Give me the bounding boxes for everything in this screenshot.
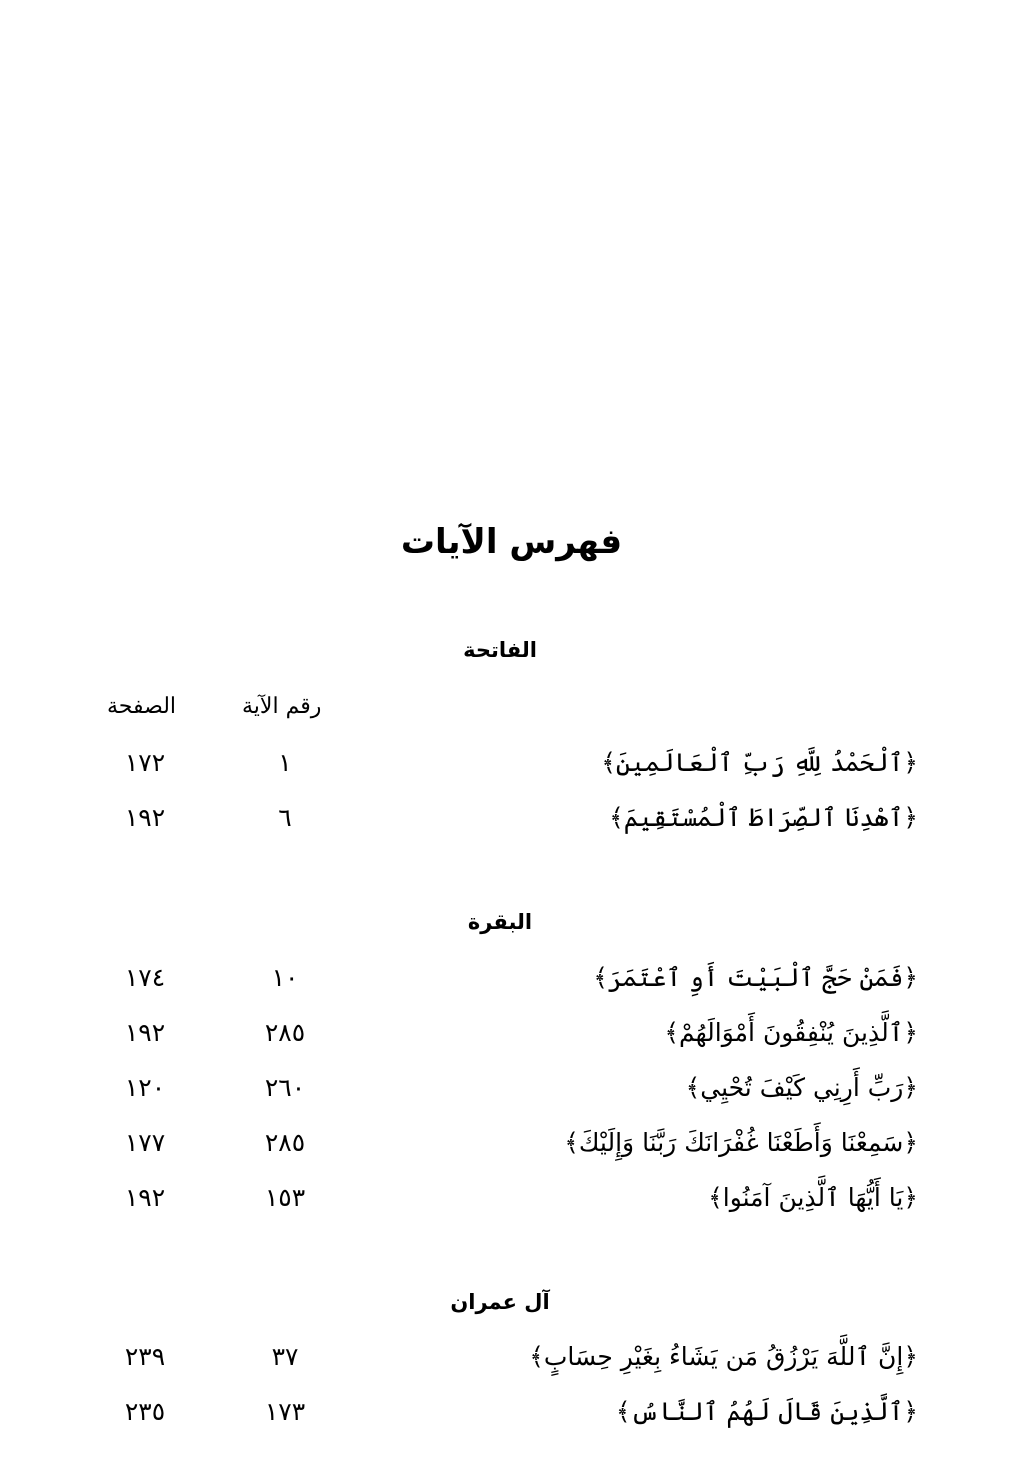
index-row: [0, 1342, 1023, 1382]
surah-heading-al-imran: آل عمران: [450, 1290, 550, 1314]
page-title: فهرس الآيات: [400, 522, 623, 562]
index-row: [0, 803, 1023, 843]
ayah-number: ٦: [278, 803, 292, 832]
verse-text: ﴿ٱلَّذِينَ يُنْفِقُونَ أَمْوَالَهُمْ﴾: [664, 1018, 918, 1047]
ayah-number: ٢٨٥: [264, 1128, 306, 1157]
verse-text: ﴿إِنَّ ٱللَّهَ يَرْزُقُ مَن يَشَاءُ بِغَيْرِ حِسَابٍ﴾: [529, 1342, 918, 1371]
verse-text: ﴿رَبِّ أَرِنِي كَيْفَ تُحْيِي﴾: [685, 1073, 918, 1102]
verse-text: ﴿يَا أَيُّهَا ٱلَّذِينَ آمَنُوا﴾: [708, 1183, 918, 1212]
index-row: [0, 1073, 1023, 1113]
verse-text: ﴿فَمَنْ حَجَّ ٱلْبَيْتَ أَوِ ٱعْتَمَرَ﴾: [593, 963, 918, 992]
page-number: ١٩٢: [124, 1183, 166, 1212]
page-number: ١٧٢: [124, 748, 166, 777]
index-row: [0, 1128, 1023, 1168]
verse-text: ﴿ٱلْحَمْدُ لِلَّهِ رَبِّ ٱلْعَالَمِينَ﴾: [601, 748, 918, 777]
ayah-number: ١٠: [271, 963, 299, 992]
ayah-number: ١٧٣: [264, 1397, 306, 1426]
index-row: [0, 1183, 1023, 1223]
ayah-number: ٢٦٠: [264, 1073, 306, 1102]
ayah-number: ١٥٣: [264, 1183, 306, 1212]
page-number: ١٩٢: [124, 1018, 166, 1047]
verse-text: ﴿ٱلَّذِينَ قَالَ لَهُمُ ٱلنَّاسُ﴾: [615, 1397, 918, 1426]
column-header-page: الصفحة: [107, 694, 177, 719]
verse-text: ﴿ٱهْدِنَا ٱلصِّرَاطَ ٱلْمُسْتَقِيمَ﴾: [609, 803, 918, 832]
ayah-number: ٣٧: [271, 1342, 299, 1371]
index-row: [0, 1018, 1023, 1058]
index-row: [0, 963, 1023, 1003]
page-number: ١٩٢: [124, 803, 166, 832]
page-number: ١٧٤: [124, 963, 166, 992]
page-number: ١٧٧: [124, 1128, 166, 1157]
ayah-number: ١: [278, 748, 292, 777]
column-header-ayah-number: رقم الآية: [242, 694, 322, 719]
verse-text: ﴿سَمِعْنَا وَأَطَعْنَا غُفْرَانَكَ رَبَّنَا وَإِلَيْكَ﴾: [564, 1128, 918, 1157]
page-number: ١٢٠: [124, 1073, 166, 1102]
index-row: [0, 1397, 1023, 1437]
page-number: ٢٣٩: [124, 1342, 166, 1371]
ayah-number: ٢٨٥: [264, 1018, 306, 1047]
surah-heading-fatiha: الفاتحة: [463, 638, 537, 662]
surah-heading-baqara: البقرة: [467, 910, 533, 934]
index-row: [0, 748, 1023, 788]
page-number: ٢٣٥: [124, 1397, 166, 1426]
